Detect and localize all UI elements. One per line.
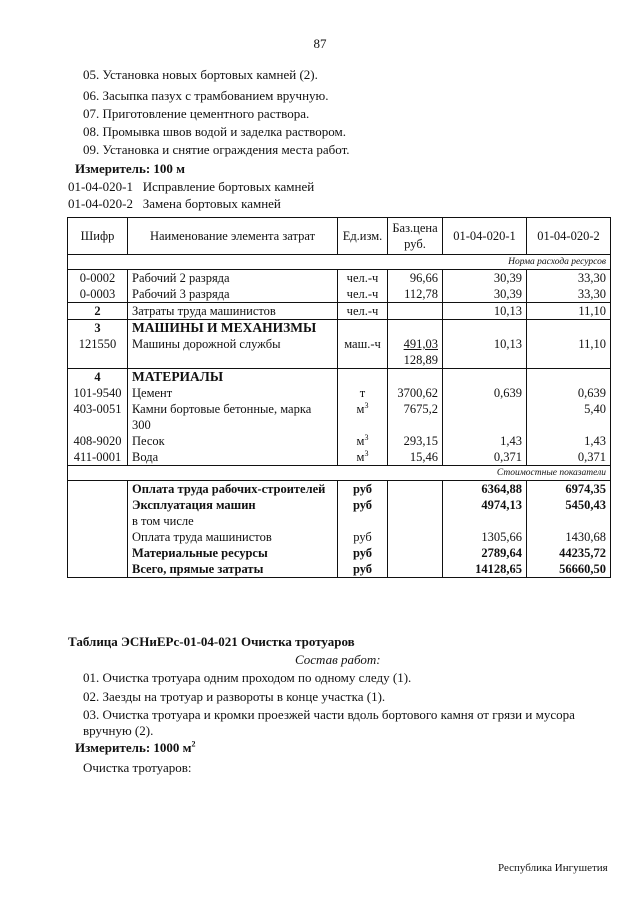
cell-name: Камни бортовые бетонные, марка 300 xyxy=(128,401,338,433)
table-row xyxy=(68,401,611,433)
cost-v1: 14128,65 xyxy=(443,561,527,578)
cell-code: 3 xyxy=(68,320,128,337)
cell-v1: 30,39 xyxy=(443,286,527,303)
price-value-2: 128,89 xyxy=(403,353,438,367)
cell-v1: 0,371 xyxy=(443,449,527,466)
cell-unit: маш.-ч xyxy=(338,336,388,369)
cost-row xyxy=(68,481,611,498)
code: 01-04-020-1 xyxy=(68,179,133,194)
cell-price: 96,66 xyxy=(388,270,443,287)
cell-code: 403-0051 xyxy=(68,401,128,433)
section-row xyxy=(68,369,611,386)
col-header-name: Наименование элемента затрат xyxy=(128,218,338,255)
cost-v2: 44235,72 xyxy=(527,545,611,561)
table-row xyxy=(68,286,611,303)
composition-label: Состав работ: xyxy=(295,652,381,667)
norm-label: Норма расхода ресурсов xyxy=(68,255,611,270)
code-line xyxy=(68,179,314,195)
cell-v2: 33,30 xyxy=(527,270,611,287)
cell-v1: 10,13 xyxy=(443,336,527,369)
cost-name: Всего, прямые затраты xyxy=(128,561,338,578)
cell-unit: $м^3$ xyxy=(338,433,388,449)
cost-label-row xyxy=(68,466,611,481)
page-number: 87 xyxy=(313,36,327,51)
work-item: 02. Заезды на тротуар и развороты в конце участка (1). xyxy=(83,689,386,704)
table-row xyxy=(68,270,611,287)
cost-v1: 1305,66 xyxy=(443,529,527,545)
cell-code: 121550 xyxy=(68,336,128,369)
cost-v2: 56660,50 xyxy=(527,561,611,578)
cell-code: 411-0001 xyxy=(68,449,128,466)
resource-table xyxy=(67,217,611,578)
code-line xyxy=(68,196,281,212)
col-header-price: Баз.цена руб. xyxy=(388,218,443,255)
cell-code: 0-0003 xyxy=(68,286,128,303)
cell-v2: 1,43 xyxy=(527,433,611,449)
cell-v2: 11,10 xyxy=(527,303,611,320)
cell-name: Рабочий 3 разряда xyxy=(128,286,338,303)
cost-name: Оплата труда машинистов xyxy=(128,529,338,545)
code-name: Исправление бортовых камней xyxy=(142,179,315,194)
cell-name: Машины дорожной службы xyxy=(128,336,338,369)
code: 01-04-020-2 xyxy=(68,196,133,211)
cell-unit: чел.-ч xyxy=(338,270,388,287)
cell-price xyxy=(388,303,443,320)
cell-unit: $м^3$ xyxy=(338,401,388,433)
cell-price: 293,15 xyxy=(388,433,443,449)
cost-unit: руб xyxy=(338,561,388,578)
cell-price: 3700,62 xyxy=(388,385,443,401)
cell-v2: 33,30 xyxy=(527,286,611,303)
cell-unit: чел.-ч xyxy=(338,303,388,320)
cell-v1: 10,13 xyxy=(443,303,527,320)
cell-price: 7675,2 xyxy=(388,401,443,433)
cost-name: Оплата труда рабочих-строителей xyxy=(128,481,338,498)
cost-row xyxy=(68,529,611,545)
footer-region: Республика Ингушетия xyxy=(498,862,608,874)
code-name: Замена бортовых камней xyxy=(142,196,281,211)
cell-price: 112,78 xyxy=(388,286,443,303)
table2-title: Таблица ЭСНиЕРс-01-04-021 Очистка тротуаров xyxy=(68,634,355,649)
table-row xyxy=(68,385,611,401)
cell-v1 xyxy=(443,401,527,433)
work-item: 01. Очистка тротуара одним проходом по одному следу (1). xyxy=(83,670,412,685)
cell-price: 15,46 xyxy=(388,449,443,466)
cost-unit: руб xyxy=(338,481,388,498)
cell-code: 2 xyxy=(68,303,128,320)
cost-name: Материальные ресурсы xyxy=(128,545,338,561)
cell-v2: 0,639 xyxy=(527,385,611,401)
measure-label: Измеритель: 100 м xyxy=(75,161,186,176)
norm-row xyxy=(68,255,611,270)
cost-v2: 1430,68 xyxy=(527,529,611,545)
table-row xyxy=(68,336,611,369)
cost-v1: 6364,88 xyxy=(443,481,527,498)
cost-name: в том числе xyxy=(128,513,338,529)
table-row xyxy=(68,449,611,466)
cell-code: 0-0002 xyxy=(68,270,128,287)
cell-name: Рабочий 2 разряда xyxy=(128,270,338,287)
cost-unit: руб xyxy=(338,545,388,561)
table-row xyxy=(68,433,611,449)
cell-name: Вода xyxy=(128,449,338,466)
work-item: 09. Установка и снятие ограждения места работ. xyxy=(83,142,350,157)
cost-v1: 4974,13 xyxy=(443,497,527,513)
cell-code: 408-9020 xyxy=(68,433,128,449)
col-header-unit: Ед.изм. xyxy=(338,218,388,255)
cell-v2: 11,10 xyxy=(527,336,611,369)
cell-unit: $м^3$ xyxy=(338,449,388,466)
cost-label: Стоимостные показатели xyxy=(68,466,611,481)
cell-unit: т xyxy=(338,385,388,401)
cell-code: 4 xyxy=(68,369,128,386)
work-item: 07. Приготовление цементного раствора. xyxy=(83,106,310,121)
cell-name: Затраты труда машинистов xyxy=(128,303,338,320)
cell-v1: 0,639 xyxy=(443,385,527,401)
table-header-row xyxy=(68,218,611,255)
work-item: 05. Установка новых бортовых камней (2). xyxy=(83,67,318,82)
cell-name: Песок xyxy=(128,433,338,449)
col-header-code: Шифр xyxy=(68,218,128,255)
cell-unit: чел.-ч xyxy=(338,286,388,303)
cost-row xyxy=(68,497,611,513)
cost-v2: 6974,35 xyxy=(527,481,611,498)
section-title: МАШИНЫ И МЕХАНИЗМЫ xyxy=(128,320,338,337)
section-row xyxy=(68,320,611,337)
col-header-col2: 01-04-020-2 xyxy=(527,218,611,255)
cell-v2: 0,371 xyxy=(527,449,611,466)
work-item: 08. Промывка швов водой и заделка раствором. xyxy=(83,124,346,139)
section-title: МАТЕРИАЛЫ xyxy=(128,369,338,386)
cell-v1: 30,39 xyxy=(443,270,527,287)
cost-row xyxy=(68,561,611,578)
cell-v1: 1,43 xyxy=(443,433,527,449)
cell-code: 101-9540 xyxy=(68,385,128,401)
measure-label: Измеритель: 1000 $м^2$ xyxy=(75,739,196,755)
cost-row xyxy=(68,545,611,561)
cost-unit: руб xyxy=(338,497,388,513)
cost-v1: 2789,64 xyxy=(443,545,527,561)
cell-v2: 5,40 xyxy=(527,401,611,433)
col-header-col1: 01-04-020-1 xyxy=(443,218,527,255)
cost-row xyxy=(68,513,611,529)
cost-v2: 5450,43 xyxy=(527,497,611,513)
sidewalk-label: Очистка тротуаров: xyxy=(83,760,192,775)
table-row xyxy=(68,303,611,320)
work-item: 03. Очистка тротуара и кромки проезжей части вдоль бортового камня от грязи и мусора вручную (2). xyxy=(83,707,575,738)
cell-name: Цемент xyxy=(128,385,338,401)
price-value: 491,03 xyxy=(403,337,438,351)
work-item: 06. Засыпка пазух с трамбованием вручную. xyxy=(83,88,329,103)
cost-unit: руб xyxy=(338,529,388,545)
cell-price xyxy=(388,336,443,369)
cost-name: Эксплуатация машин xyxy=(128,497,338,513)
